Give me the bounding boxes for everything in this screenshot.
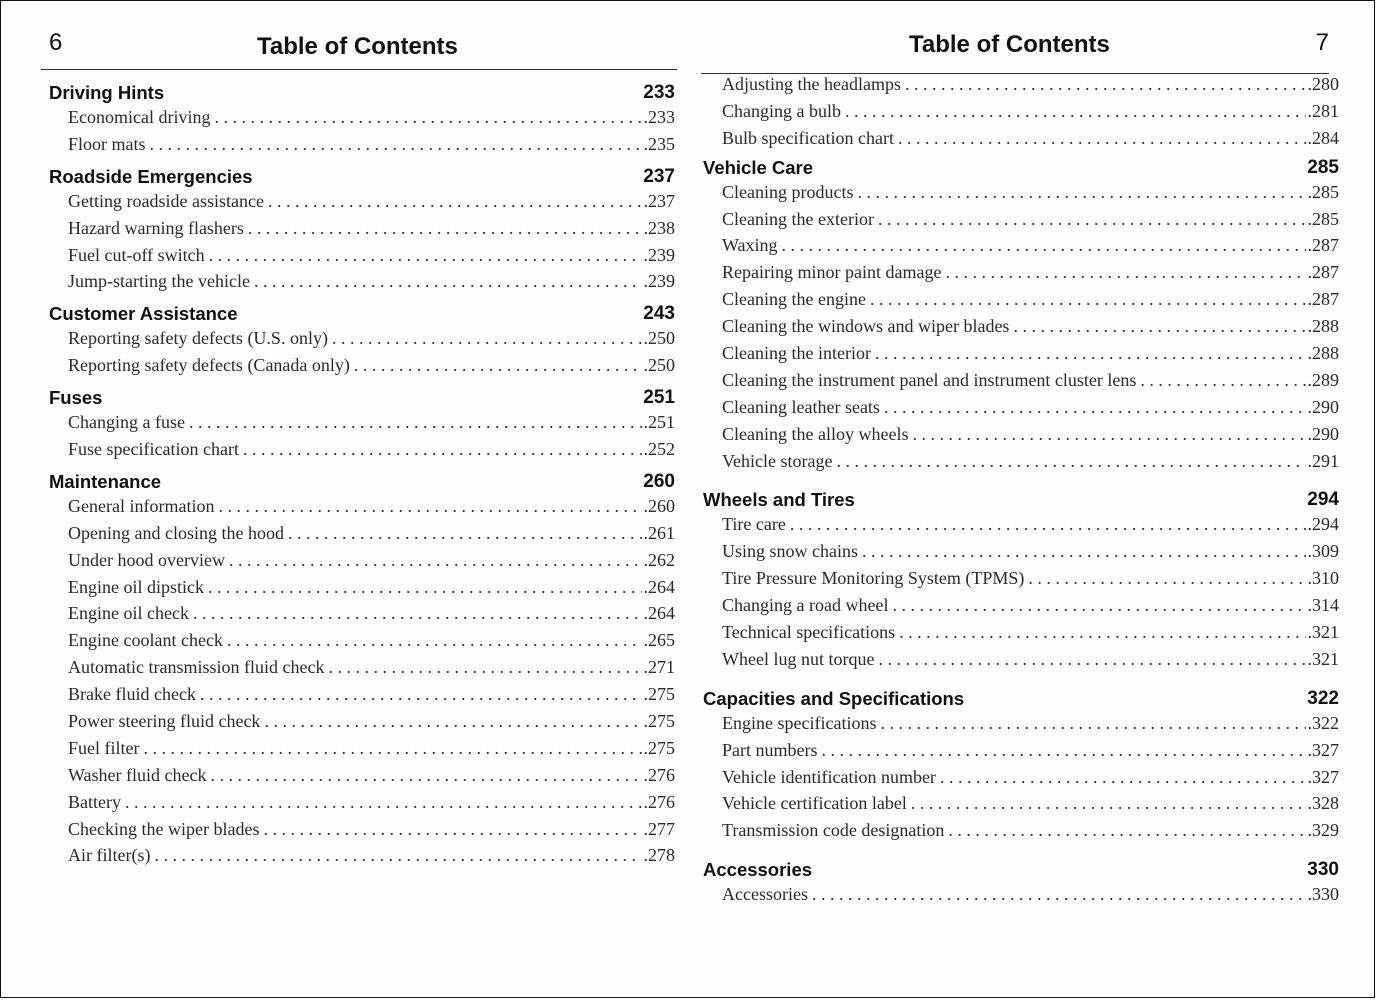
toc-entry[interactable] <box>41 493 677 520</box>
toc-sections <box>41 77 677 869</box>
toc-section <box>701 854 1341 908</box>
toc-entry-label: Changing a bulb <box>722 100 841 121</box>
section-heading[interactable] <box>701 683 1341 710</box>
dot-leader <box>328 654 641 681</box>
toc-entry-page: .327 <box>1307 739 1339 760</box>
toc-entry[interactable] <box>41 520 677 547</box>
toc-entry[interactable] <box>41 789 677 816</box>
toc-entry[interactable] <box>701 340 1341 367</box>
toc-entry-label: Fuse specification chart <box>68 439 239 460</box>
toc-entry-label: Under hood overview <box>68 549 225 570</box>
section-heading[interactable] <box>41 161 677 188</box>
dot-leader <box>1013 313 1305 340</box>
toc-entry-label: Floor mats <box>68 133 146 154</box>
toc-entry-label: Cleaning the exterior <box>722 208 874 229</box>
dot-leader <box>1028 565 1305 592</box>
toc-entry-label: Jump-starting the vehicle <box>68 271 250 292</box>
page-number: 7 <box>1315 29 1329 56</box>
dot-leader <box>154 842 641 869</box>
toc-entry-page: .275 <box>643 684 675 705</box>
toc-entry-label: Economical driving <box>68 107 211 127</box>
toc-entry-page: .314 <box>1307 595 1339 616</box>
toc-entry-label: Engine oil check <box>68 603 189 624</box>
toc-entry-page: .250 <box>643 328 675 349</box>
toc-entry-label: Power steering fluid check <box>68 711 261 732</box>
toc-entry-label: Opening and closing the hood <box>68 522 284 543</box>
toc-entry-page: .237 <box>643 190 675 211</box>
dot-leader <box>254 268 642 295</box>
section-page: 233 <box>643 82 675 103</box>
dot-leader <box>214 104 641 131</box>
toc-entry-page: .264 <box>643 576 675 597</box>
toc-entry-label: Cleaning leather seats <box>722 396 880 417</box>
dot-leader <box>880 710 1305 737</box>
toc-entry-label: Vehicle identification number <box>722 766 936 787</box>
section-title: Roadside Emergencies <box>49 165 253 187</box>
toc-entry-label: Changing a fuse <box>68 412 185 433</box>
toc-entry-page: .250 <box>643 355 675 376</box>
dot-leader <box>790 511 1306 538</box>
toc-entry-label: Transmission code designation <box>722 820 945 841</box>
toc-entry-label: Vehicle certification label <box>722 793 907 814</box>
toc-entry-label: Using snow chains <box>722 541 858 562</box>
dot-leader <box>875 340 1306 367</box>
dot-leader <box>905 71 1306 98</box>
section-page: 237 <box>643 165 675 187</box>
dot-leader <box>268 188 642 215</box>
toc-entry-page: .280 <box>1307 74 1339 94</box>
section-heading[interactable] <box>41 382 677 409</box>
toc-entry-label: Washer fluid check <box>68 764 207 785</box>
dot-leader <box>899 619 1305 646</box>
dot-leader <box>945 259 1305 286</box>
toc-entry-page: .285 <box>1307 181 1339 202</box>
toc-entry-label: Cleaning the alloy wheels <box>722 423 909 444</box>
toc-entry-label: Changing a road wheel <box>722 595 889 616</box>
toc-entry[interactable] <box>41 268 677 295</box>
dot-leader <box>229 547 642 574</box>
dot-leader <box>211 762 642 789</box>
toc-entry-label: Bulb specification chart <box>722 127 894 148</box>
dot-leader <box>948 817 1305 844</box>
toc-section <box>41 382 677 463</box>
toc-entry-page: .321 <box>1307 622 1339 643</box>
page-title: Table of Contents <box>909 31 1110 58</box>
toc-entry[interactable] <box>41 104 677 131</box>
toc-entry-page: .321 <box>1307 648 1339 669</box>
toc-entry[interactable] <box>41 215 677 242</box>
section-page: 243 <box>643 303 675 325</box>
toc-entry-label: Brake fluid check <box>68 684 196 705</box>
toc-entry[interactable] <box>701 710 1341 737</box>
dot-leader <box>870 286 1306 313</box>
toc-entry-page: .276 <box>643 791 675 812</box>
dot-leader <box>878 206 1306 233</box>
dot-leader <box>878 646 1305 673</box>
toc-entry-label: Engine coolant check <box>68 630 223 651</box>
dot-leader <box>193 600 642 627</box>
section-heading[interactable] <box>701 152 1341 179</box>
dot-leader <box>892 592 1305 619</box>
toc-entry-label: Getting roadside assistance <box>68 190 264 211</box>
toc-entry-page: .262 <box>643 549 675 570</box>
toc-entry-page: .288 <box>1307 316 1339 337</box>
toc-entry-label: Waxing <box>722 235 778 256</box>
toc-section <box>701 152 1341 475</box>
toc-entry-page: .239 <box>643 271 675 292</box>
dot-leader <box>1140 367 1305 394</box>
dot-leader <box>150 131 642 158</box>
toc-entry-label: Reporting safety defects (U.S. only) <box>68 328 328 349</box>
toc-entry-label: Tire care <box>722 514 786 535</box>
toc-entry[interactable] <box>41 600 677 627</box>
toc-entry-page: .261 <box>643 522 675 543</box>
toc-entry-label: Repairing minor paint damage <box>722 262 942 283</box>
dot-leader <box>243 436 642 463</box>
dot-leader <box>884 394 1306 421</box>
dot-leader <box>209 242 642 269</box>
dot-leader <box>125 789 642 816</box>
toc-entry[interactable] <box>701 394 1341 421</box>
toc-entry-page: .281 <box>1307 100 1339 121</box>
toc-entry-page: .278 <box>643 845 675 866</box>
toc-entry-page: .235 <box>643 133 675 154</box>
toc-entry[interactable] <box>41 547 677 574</box>
section-heading[interactable] <box>701 484 1341 511</box>
toc-entry-page: .291 <box>1307 450 1339 471</box>
toc-section <box>41 161 677 296</box>
toc-entry[interactable] <box>701 538 1341 565</box>
continued-entries <box>701 71 1341 152</box>
toc-entry-label: Engine specifications <box>722 712 877 733</box>
toc-entry[interactable] <box>701 592 1341 619</box>
dot-leader <box>288 520 642 547</box>
dot-leader <box>218 493 641 520</box>
toc-entry-page: .310 <box>1307 568 1339 589</box>
toc-entry[interactable] <box>701 646 1341 673</box>
dot-leader <box>821 737 1305 764</box>
toc-entry[interactable] <box>701 125 1341 152</box>
toc-entry-label: Part numbers <box>722 739 818 760</box>
dot-leader <box>782 232 1306 259</box>
toc-entry[interactable] <box>701 764 1341 791</box>
toc-entry-page: .329 <box>1307 820 1339 841</box>
toc-entry-label: Battery <box>68 791 121 812</box>
section-page: 294 <box>1307 489 1339 511</box>
toc-entry-label: Cleaning the windows and wiper blades <box>722 316 1010 337</box>
toc-entry[interactable] <box>41 409 677 436</box>
dot-leader <box>143 735 641 762</box>
toc-section <box>701 484 1341 672</box>
toc-section <box>41 77 677 158</box>
toc-entry-page: .285 <box>1307 208 1339 229</box>
section-title: Fuses <box>49 387 103 409</box>
toc-entry-page: .289 <box>1307 369 1339 390</box>
toc-entry-page: .287 <box>1307 235 1339 256</box>
toc-entry[interactable] <box>41 436 677 463</box>
toc-entry-label: Accessories <box>722 884 808 905</box>
dot-leader <box>264 708 641 735</box>
toc-entry[interactable] <box>701 367 1341 394</box>
toc-entry-label: Reporting safety defects (Canada only) <box>68 355 350 376</box>
toc-entry[interactable] <box>41 654 677 681</box>
toc-entry[interactable] <box>41 352 677 379</box>
toc-entry-page: .309 <box>1307 541 1339 562</box>
toc-entry-page: .287 <box>1307 262 1339 283</box>
dot-leader <box>263 816 641 843</box>
toc-entry[interactable] <box>701 511 1341 538</box>
toc-entry-label: Vehicle storage <box>722 450 833 471</box>
toc-entry-page: .276 <box>643 764 675 785</box>
toc-entry-label: Cleaning the instrument panel and instrument cluster lens <box>722 369 1137 390</box>
toc-entry-label: Tire Pressure Monitoring System (TPMS) <box>722 568 1025 589</box>
dot-leader <box>248 215 642 242</box>
dot-leader <box>862 538 1306 565</box>
toc-entry[interactable] <box>701 259 1341 286</box>
toc-entry-page: .327 <box>1307 766 1339 787</box>
dot-leader <box>812 881 1306 908</box>
toc-entry[interactable] <box>701 448 1341 475</box>
toc-entry-label: Fuel cut-off switch <box>68 244 205 265</box>
page-title: Table of Contents <box>257 33 458 60</box>
dot-leader <box>227 627 642 654</box>
section-title: Maintenance <box>49 470 162 492</box>
toc-entry-page: .330 <box>1307 884 1339 905</box>
toc-entry-label: Air filter(s) <box>68 845 151 866</box>
toc-entry-label: Cleaning products <box>722 181 854 202</box>
toc-entry-label: Fuel filter <box>68 737 140 758</box>
toc-entry-label: Adjusting the headlamps <box>722 74 901 94</box>
toc-entry[interactable] <box>701 881 1341 908</box>
toc-entry-page: .284 <box>1307 127 1339 148</box>
toc-entry[interactable] <box>701 737 1341 764</box>
toc-entry-label: Checking the wiper blades <box>68 818 260 839</box>
toc-entry[interactable] <box>701 817 1341 844</box>
toc-entry[interactable] <box>41 242 677 269</box>
section-title: Wheels and Tires <box>703 489 855 511</box>
dot-leader <box>208 574 642 601</box>
toc-section <box>701 683 1341 844</box>
toc-entry[interactable] <box>701 565 1341 592</box>
toc-entry[interactable] <box>701 206 1341 233</box>
section-page: 285 <box>1307 156 1339 178</box>
section-page: 260 <box>643 470 675 492</box>
dot-leader <box>354 352 642 379</box>
section-heading[interactable] <box>41 77 677 104</box>
toc-entry-label: Automatic transmission fluid check <box>68 657 325 678</box>
dot-leader <box>332 325 642 352</box>
toc-entry[interactable] <box>41 574 677 601</box>
toc-entry-page: .265 <box>643 630 675 651</box>
toc-entry-page: .275 <box>643 711 675 732</box>
toc-entry-page: .233 <box>643 107 675 127</box>
toc-entry-page: .290 <box>1307 423 1339 444</box>
toc-entry-page: .288 <box>1307 343 1339 364</box>
toc-entry[interactable] <box>41 627 677 654</box>
section-heading[interactable] <box>41 298 677 325</box>
toc-entry[interactable] <box>41 131 677 158</box>
toc-entry[interactable] <box>41 708 677 735</box>
toc-entry[interactable] <box>701 232 1341 259</box>
dot-leader <box>898 125 1306 152</box>
dot-leader <box>845 98 1306 125</box>
toc-entry-page: .287 <box>1307 289 1339 310</box>
toc-entry-label: Engine oil dipstick <box>68 576 204 597</box>
toc-entry-page: .271 <box>643 657 675 678</box>
dot-leader <box>200 681 642 708</box>
dot-leader <box>189 409 642 436</box>
dot-leader <box>857 179 1305 206</box>
toc-entry-page: .238 <box>643 217 675 238</box>
toc-entry[interactable] <box>701 98 1341 125</box>
toc-entry[interactable] <box>701 179 1341 206</box>
toc-entry-page: .260 <box>643 495 675 516</box>
toc-entry[interactable] <box>41 816 677 843</box>
toc-sections <box>701 71 1341 908</box>
toc-entry[interactable] <box>701 286 1341 313</box>
toc-entry[interactable] <box>701 71 1341 98</box>
section-title: Customer Assistance <box>49 303 238 325</box>
section-title: Accessories <box>703 859 813 881</box>
toc-entry[interactable] <box>701 313 1341 340</box>
toc-entry-label: Hazard warning flashers <box>68 217 244 238</box>
section-heading[interactable] <box>41 466 677 493</box>
toc-entry-page: .252 <box>643 439 675 460</box>
section-title: Driving Hints <box>49 82 165 103</box>
dot-leader <box>940 764 1306 791</box>
section-page: 322 <box>1307 687 1339 709</box>
toc-entry-page: .328 <box>1307 793 1339 814</box>
toc-entry[interactable] <box>41 681 677 708</box>
section-page: 251 <box>643 387 675 409</box>
toc-entry-page: .275 <box>643 737 675 758</box>
dot-leader <box>911 790 1306 817</box>
section-title: Capacities and Specifications <box>703 687 965 709</box>
dot-leader <box>912 421 1305 448</box>
dot-leader <box>836 448 1305 475</box>
toc-entry[interactable] <box>41 735 677 762</box>
toc-entry[interactable] <box>701 790 1341 817</box>
toc-entry[interactable] <box>701 421 1341 448</box>
toc-entry-page: .277 <box>643 818 675 839</box>
toc-entry[interactable] <box>41 762 677 789</box>
toc-entry[interactable] <box>41 188 677 215</box>
toc-entry-page: .294 <box>1307 514 1339 535</box>
toc-entry-page: .264 <box>643 603 675 624</box>
section-heading[interactable] <box>701 854 1341 881</box>
toc-entry[interactable] <box>41 325 677 352</box>
toc-entry-label: Technical specifications <box>722 622 896 643</box>
toc-entry-page: .251 <box>643 412 675 433</box>
header-rule <box>41 69 677 70</box>
toc-entry[interactable] <box>41 842 677 869</box>
toc-entry-label: Wheel lug nut torque <box>722 648 875 669</box>
toc-section <box>41 298 677 379</box>
section-page: 330 <box>1307 859 1339 881</box>
toc-entry-page: .290 <box>1307 396 1339 417</box>
section-title: Vehicle Care <box>703 156 814 178</box>
toc-section <box>41 466 677 869</box>
toc-entry-page: .322 <box>1307 712 1339 733</box>
toc-entry[interactable] <box>701 619 1341 646</box>
toc-entry-label: Cleaning the engine <box>722 289 866 310</box>
toc-entry-page: .239 <box>643 244 675 265</box>
toc-entry-label: General information <box>68 495 215 516</box>
toc-entry-label: Cleaning the interior <box>722 343 871 364</box>
page-number: 6 <box>49 29 63 56</box>
